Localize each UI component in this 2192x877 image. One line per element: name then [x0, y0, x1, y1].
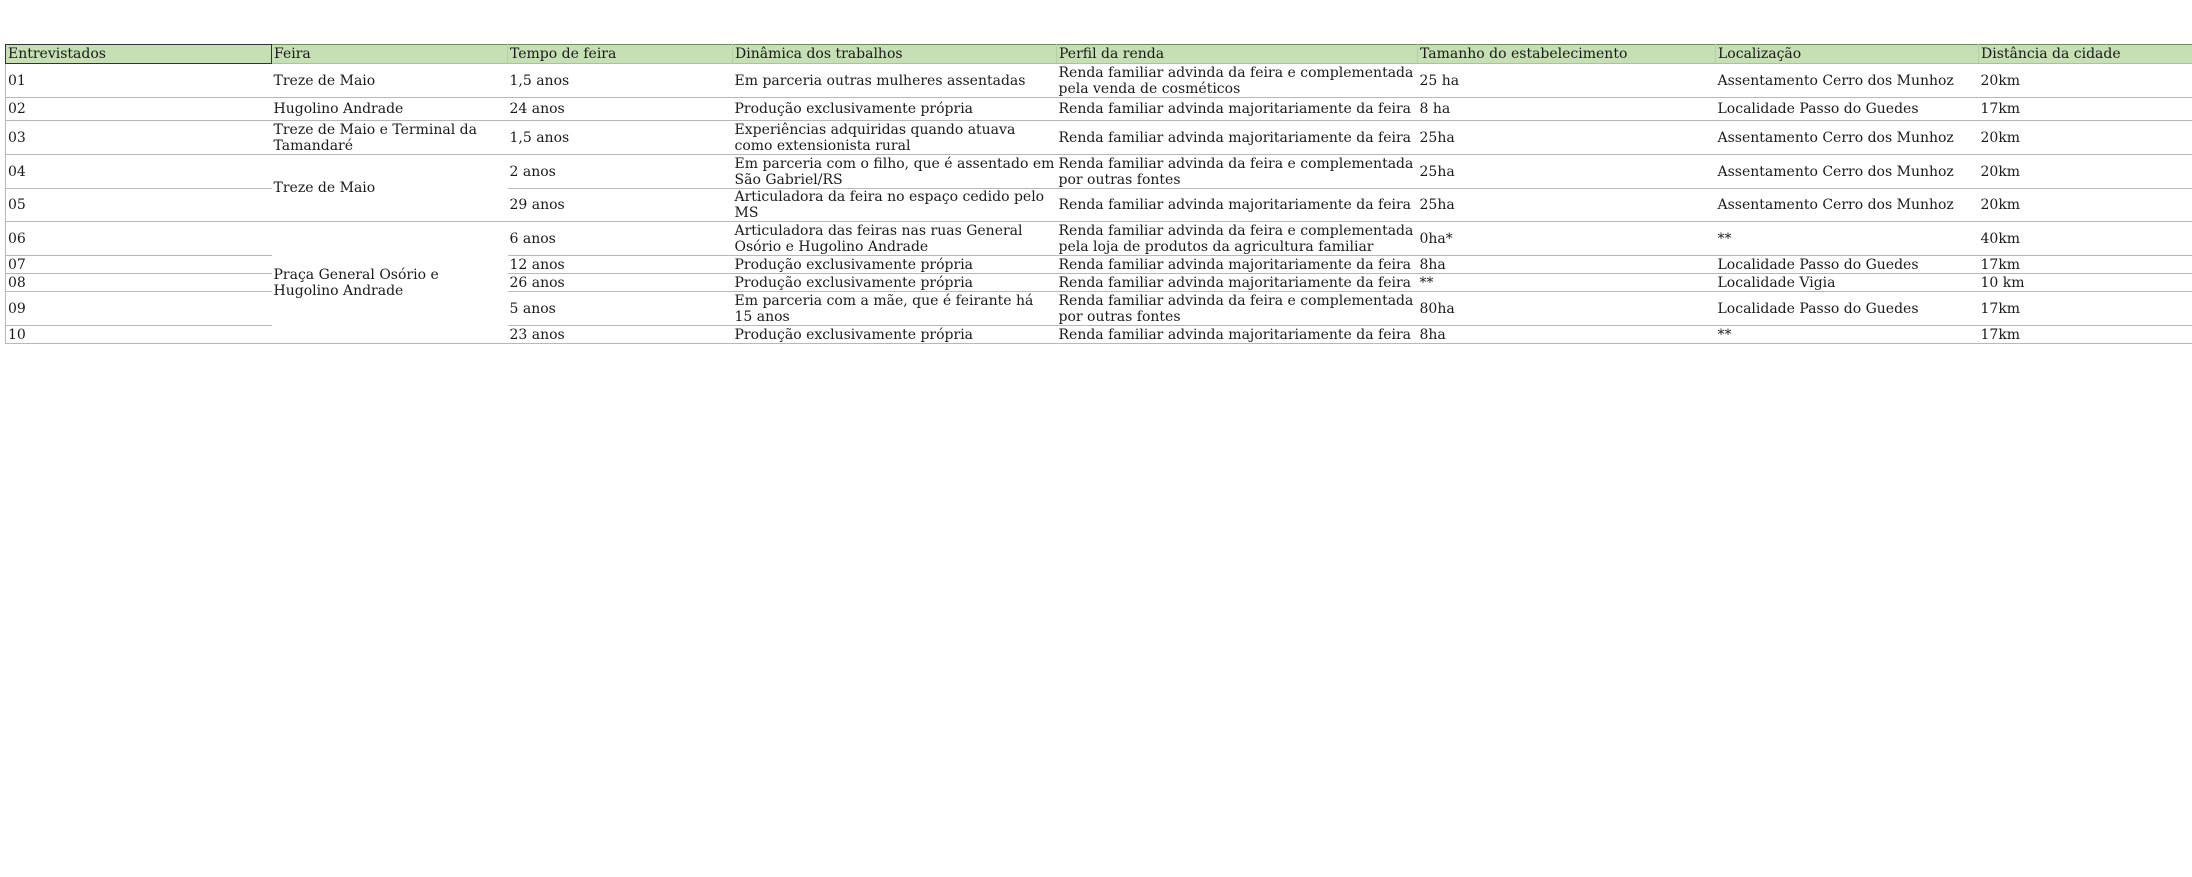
cell-entrevistado[interactable]: 06: [6, 222, 272, 256]
table-row: [6, 222, 2192, 256]
cell-distancia[interactable]: 20km: [1979, 189, 2192, 222]
cell-tempo[interactable]: 26 anos: [508, 274, 733, 292]
cell-renda[interactable]: Renda familiar advinda da feira e complementada por outras fontes: [1057, 292, 1418, 326]
cell-distancia[interactable]: 20km: [1979, 121, 2192, 155]
cell-localizacao[interactable]: **: [1716, 222, 1979, 256]
cell-dinamica[interactable]: Articuladora das feiras nas ruas General Osório e Hugolino Andrade: [733, 222, 1057, 256]
cell-localizacao[interactable]: Assentamento Cerro dos Munhoz: [1716, 189, 1979, 222]
cell-entrevistado[interactable]: 09: [6, 292, 272, 326]
cell-distancia[interactable]: 20km: [1979, 155, 2192, 189]
cell-dinamica[interactable]: Produção exclusivamente própria: [733, 274, 1057, 292]
cell-tempo[interactable]: 12 anos: [508, 256, 733, 274]
cell-tamanho[interactable]: 25 ha: [1418, 64, 1716, 98]
cell-renda[interactable]: Renda familiar advinda da feira e complementada pela venda de cosméticos: [1057, 64, 1418, 98]
cell-feira[interactable]: Treze de Maio e Terminal da Tamandaré: [272, 121, 508, 155]
cell-entrevistado[interactable]: 02: [6, 98, 272, 121]
cell-tamanho[interactable]: 8 ha: [1418, 98, 1716, 121]
table-row: [6, 155, 2192, 189]
cell-entrevistado[interactable]: 01: [6, 64, 272, 98]
cell-localizacao[interactable]: Localidade Vigia: [1716, 274, 1979, 292]
cell-renda[interactable]: Renda familiar advinda da feira e complementada por outras fontes: [1057, 155, 1418, 189]
cell-localizacao[interactable]: Localidade Passo do Guedes: [1716, 292, 1979, 326]
cell-renda[interactable]: Renda familiar advinda majoritariamente da feira: [1057, 189, 1418, 222]
cell-distancia[interactable]: 10 km: [1979, 274, 2192, 292]
cell-dinamica[interactable]: Produção exclusivamente própria: [733, 98, 1057, 121]
cell-dinamica[interactable]: Experiências adquiridas quando atuava como extensionista rural: [733, 121, 1057, 155]
cell-distancia[interactable]: 17km: [1979, 256, 2192, 274]
cell-entrevistado[interactable]: 03: [6, 121, 272, 155]
cell-feira[interactable]: Treze de Maio: [272, 64, 508, 98]
header-cell-renda[interactable]: Perfil da renda: [1057, 45, 1418, 64]
cell-dinamica[interactable]: Em parceria com a mãe, que é feirante há 15 anos: [733, 292, 1057, 326]
spreadsheet-area: [5, 44, 2192, 344]
header-cell-tempo[interactable]: Tempo de feira: [508, 45, 733, 64]
cell-entrevistado[interactable]: 08: [6, 274, 272, 292]
cell-distancia[interactable]: 17km: [1979, 98, 2192, 121]
cell-localizacao[interactable]: Localidade Passo do Guedes: [1716, 98, 1979, 121]
cell-renda[interactable]: Renda familiar advinda majoritariamente da feira: [1057, 121, 1418, 155]
cell-tamanho[interactable]: 25ha: [1418, 155, 1716, 189]
cell-localizacao[interactable]: Assentamento Cerro dos Munhoz: [1716, 121, 1979, 155]
cell-dinamica[interactable]: Produção exclusivamente própria: [733, 326, 1057, 344]
interview-table: [5, 44, 2192, 344]
cell-distancia[interactable]: 17km: [1979, 292, 2192, 326]
cell-entrevistado[interactable]: 05: [6, 189, 272, 222]
cell-feira[interactable]: Hugolino Andrade: [272, 98, 508, 121]
cell-dinamica[interactable]: Em parceria outras mulheres assentadas: [733, 64, 1057, 98]
cell-tamanho[interactable]: 0ha*: [1418, 222, 1716, 256]
header-row: [6, 45, 2192, 64]
header-cell-dinamica[interactable]: Dinâmica dos trabalhos: [733, 45, 1057, 64]
cell-tempo[interactable]: 5 anos: [508, 292, 733, 326]
cell-tamanho[interactable]: 80ha: [1418, 292, 1716, 326]
table-row: [6, 121, 2192, 155]
cell-distancia[interactable]: 20km: [1979, 64, 2192, 98]
table-row: [6, 64, 2192, 98]
cell-tempo[interactable]: 24 anos: [508, 98, 733, 121]
table-row: [6, 98, 2192, 121]
cell-dinamica[interactable]: Produção exclusivamente própria: [733, 256, 1057, 274]
header-cell-distancia[interactable]: Distância da cidade: [1979, 45, 2192, 64]
cell-localizacao[interactable]: Assentamento Cerro dos Munhoz: [1716, 64, 1979, 98]
cell-renda[interactable]: Renda familiar advinda majoritariamente da feira: [1057, 98, 1418, 121]
cell-tempo[interactable]: 29 anos: [508, 189, 733, 222]
cell-renda[interactable]: Renda familiar advinda da feira e complementada pela loja de produtos da agricultura familiar: [1057, 222, 1418, 256]
cell-localizacao[interactable]: Localidade Passo do Guedes: [1716, 256, 1979, 274]
cell-tempo[interactable]: 6 anos: [508, 222, 733, 256]
cell-dinamica[interactable]: Articuladora da feira no espaço cedido pelo MS: [733, 189, 1057, 222]
cell-tempo[interactable]: 1,5 anos: [508, 121, 733, 155]
cell-tamanho[interactable]: 25ha: [1418, 189, 1716, 222]
cell-renda[interactable]: Renda familiar advinda majoritariamente da feira: [1057, 326, 1418, 344]
cell-entrevistado[interactable]: 04: [6, 155, 272, 189]
cell-feira[interactable]: Treze de Maio: [272, 155, 508, 222]
cell-localizacao[interactable]: **: [1716, 326, 1979, 344]
cell-entrevistado[interactable]: 10: [6, 326, 272, 344]
cell-renda[interactable]: Renda familiar advinda majoritariamente da feira: [1057, 256, 1418, 274]
cell-entrevistado[interactable]: 07: [6, 256, 272, 274]
cell-tempo[interactable]: 1,5 anos: [508, 64, 733, 98]
cell-distancia[interactable]: 40km: [1979, 222, 2192, 256]
cell-tamanho[interactable]: 8ha: [1418, 256, 1716, 274]
header-cell-tamanho[interactable]: Tamanho do estabelecimento: [1418, 45, 1716, 64]
cell-tempo[interactable]: 23 anos: [508, 326, 733, 344]
cell-tempo[interactable]: 2 anos: [508, 155, 733, 189]
cell-distancia[interactable]: 17km: [1979, 326, 2192, 344]
cell-tamanho[interactable]: **: [1418, 274, 1716, 292]
cell-tamanho[interactable]: 8ha: [1418, 326, 1716, 344]
header-cell-feira[interactable]: Feira: [272, 45, 508, 64]
cell-tamanho[interactable]: 25ha: [1418, 121, 1716, 155]
header-cell-entrevistados[interactable]: Entrevistados: [6, 45, 272, 64]
header-cell-localizacao[interactable]: Localização: [1716, 45, 1979, 64]
cell-feira[interactable]: Praça General Osório e Hugolino Andrade: [272, 222, 508, 344]
cell-localizacao[interactable]: Assentamento Cerro dos Munhoz: [1716, 155, 1979, 189]
cell-renda[interactable]: Renda familiar advinda majoritariamente da feira: [1057, 274, 1418, 292]
cell-dinamica[interactable]: Em parceria com o filho, que é assentado em São Gabriel/RS: [733, 155, 1057, 189]
